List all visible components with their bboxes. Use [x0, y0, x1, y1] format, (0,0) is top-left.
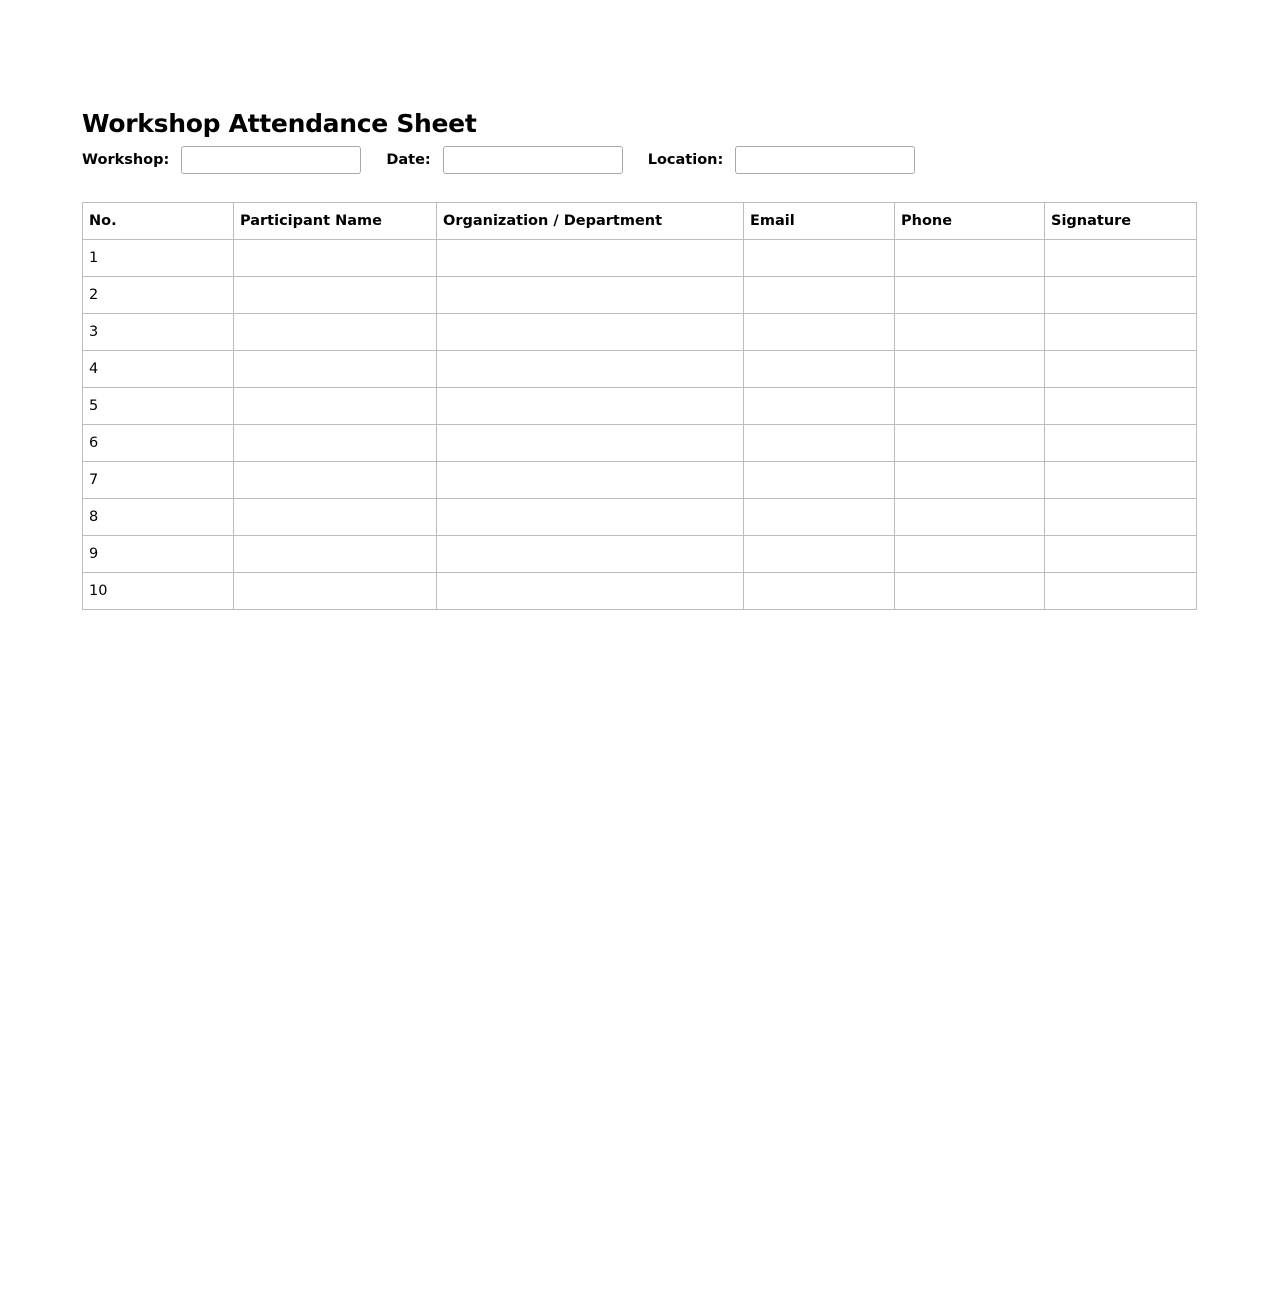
header-email: Email [744, 203, 895, 240]
location-field[interactable] [735, 146, 915, 174]
header-organization: Organization / Department [437, 203, 744, 240]
page-title: Workshop Attendance Sheet [82, 109, 477, 138]
cell-participant-name[interactable] [234, 351, 437, 388]
header-phone: Phone [895, 203, 1045, 240]
cell-signature[interactable] [1045, 462, 1197, 499]
cell-no: 9 [83, 536, 234, 573]
cell-email[interactable] [744, 240, 895, 277]
cell-phone[interactable] [895, 277, 1045, 314]
cell-no: 10 [83, 573, 234, 610]
cell-phone[interactable] [895, 536, 1045, 573]
cell-organization[interactable] [437, 351, 744, 388]
attendance-table [82, 202, 1197, 610]
table-header-row [83, 203, 1197, 240]
table-row [83, 573, 1197, 610]
cell-email[interactable] [744, 277, 895, 314]
table-body [83, 240, 1197, 610]
table-row [83, 351, 1197, 388]
cell-email[interactable] [744, 388, 895, 425]
cell-no: 2 [83, 277, 234, 314]
workshop-label: Workshop: [82, 152, 170, 168]
cell-email[interactable] [744, 536, 895, 573]
cell-signature[interactable] [1045, 573, 1197, 610]
attendance-sheet [82, 108, 1196, 610]
workshop-field[interactable] [181, 146, 361, 174]
cell-participant-name[interactable] [234, 499, 437, 536]
cell-organization[interactable] [437, 277, 744, 314]
cell-email[interactable] [744, 314, 895, 351]
cell-signature[interactable] [1045, 240, 1197, 277]
cell-signature[interactable] [1045, 499, 1197, 536]
cell-participant-name[interactable] [234, 388, 437, 425]
cell-email[interactable] [744, 573, 895, 610]
cell-organization[interactable] [437, 314, 744, 351]
cell-no: 6 [83, 425, 234, 462]
cell-participant-name[interactable] [234, 314, 437, 351]
cell-organization[interactable] [437, 240, 744, 277]
cell-email[interactable] [744, 351, 895, 388]
cell-no: 7 [83, 462, 234, 499]
cell-participant-name[interactable] [234, 425, 437, 462]
table-row [83, 240, 1197, 277]
header-no: No. [83, 203, 234, 240]
cell-participant-name[interactable] [234, 240, 437, 277]
header-participant-name: Participant Name [234, 203, 437, 240]
table-row [83, 314, 1197, 351]
cell-no: 5 [83, 388, 234, 425]
cell-signature[interactable] [1045, 277, 1197, 314]
cell-phone[interactable] [895, 462, 1045, 499]
cell-participant-name[interactable] [234, 573, 437, 610]
cell-no: 3 [83, 314, 234, 351]
cell-organization[interactable] [437, 462, 744, 499]
table-row [83, 462, 1197, 499]
cell-email[interactable] [744, 462, 895, 499]
cell-no: 1 [83, 240, 234, 277]
date-label: Date: [386, 152, 431, 168]
cell-phone[interactable] [895, 240, 1045, 277]
cell-organization[interactable] [437, 388, 744, 425]
cell-signature[interactable] [1045, 314, 1197, 351]
cell-signature[interactable] [1045, 351, 1197, 388]
cell-no: 4 [83, 351, 234, 388]
cell-signature[interactable] [1045, 425, 1197, 462]
cell-organization[interactable] [437, 573, 744, 610]
cell-phone[interactable] [895, 351, 1045, 388]
location-label: Location: [647, 152, 724, 168]
table-row [83, 277, 1197, 314]
cell-signature[interactable] [1045, 536, 1197, 573]
table-row [83, 536, 1197, 573]
cell-phone[interactable] [895, 388, 1045, 425]
cell-phone[interactable] [895, 425, 1045, 462]
cell-email[interactable] [744, 499, 895, 536]
cell-no: 8 [83, 499, 234, 536]
table-row [83, 425, 1197, 462]
table-row [83, 388, 1197, 425]
meta-fields [82, 146, 1196, 174]
cell-participant-name[interactable] [234, 277, 437, 314]
cell-organization[interactable] [437, 499, 744, 536]
cell-participant-name[interactable] [234, 536, 437, 573]
cell-organization[interactable] [437, 425, 744, 462]
header-signature: Signature [1045, 203, 1197, 240]
cell-phone[interactable] [895, 573, 1045, 610]
cell-phone[interactable] [895, 314, 1045, 351]
date-field[interactable] [443, 146, 623, 174]
cell-signature[interactable] [1045, 388, 1197, 425]
table-row [83, 499, 1197, 536]
cell-phone[interactable] [895, 499, 1045, 536]
cell-participant-name[interactable] [234, 462, 437, 499]
cell-organization[interactable] [437, 536, 744, 573]
cell-email[interactable] [744, 425, 895, 462]
